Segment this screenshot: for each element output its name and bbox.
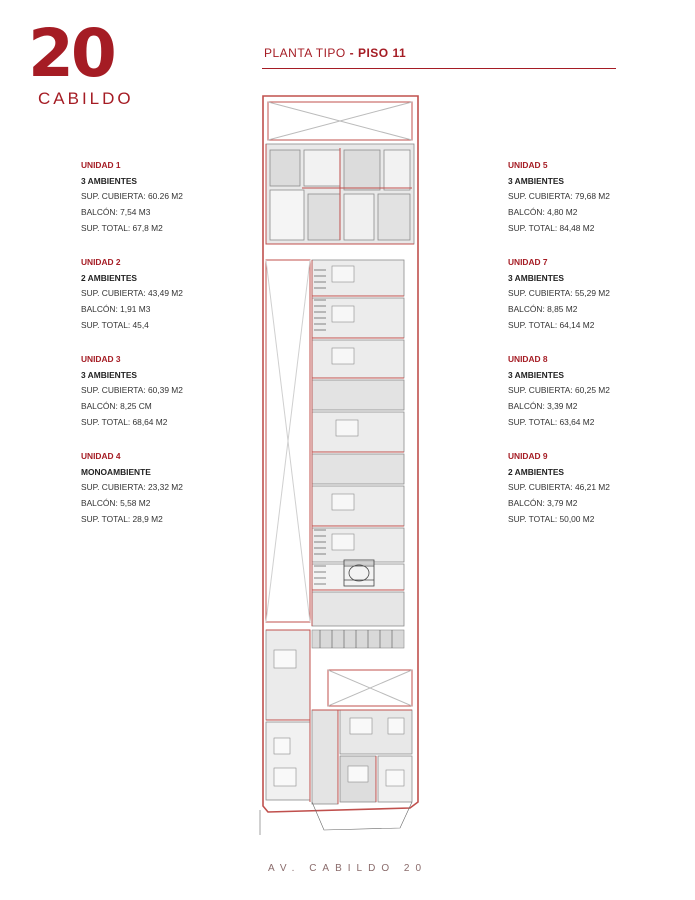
plan-title-floor: PISO 11 (357, 46, 407, 60)
unit-cubierta: SUP. CUBIERTA: 79,68 M2 (508, 191, 610, 202)
unit-card (81, 158, 183, 237)
brand-number: 20 (28, 15, 114, 92)
unit-type: 3 AMBIENTES (81, 175, 137, 186)
unit-cubierta: SUP. CUBIERTA: 46,21 M2 (508, 482, 610, 493)
unit-balcon: BALCÓN: 3,79 M2 (508, 498, 578, 509)
unit-type: 3 AMBIENTES (508, 272, 564, 283)
unit-type: 2 AMBIENTES (508, 466, 564, 477)
unit-name: UNIDAD 2 (81, 257, 121, 267)
unit-total: SUP. TOTAL: 45,4 (81, 319, 149, 330)
unit-balcon: BALCÓN: 8,25 CM (81, 401, 152, 412)
unit-cubierta: SUP. CUBIERTA: 60.26 M2 (81, 191, 183, 202)
unit-cubierta: SUP. CUBIERTA: 60,25 M2 (508, 385, 610, 396)
unit-name: UNIDAD 5 (508, 160, 548, 170)
unit-cubierta: SUP. CUBIERTA: 23,32 M2 (81, 482, 183, 493)
unit-total: SUP. TOTAL: 63,64 M2 (508, 416, 595, 427)
title-rule (262, 68, 616, 69)
unit-type: MONOAMBIENTE (81, 466, 151, 477)
unit-name: UNIDAD 4 (81, 451, 121, 461)
floor-plan (240, 90, 430, 840)
unit-balcon: BALCÓN: 7,54 M3 (81, 207, 151, 218)
unit-cubierta: SUP. CUBIERTA: 60,39 M2 (81, 385, 183, 396)
unit-card (81, 255, 183, 334)
brand-word: CABILDO (38, 89, 134, 108)
unit-block-middle (312, 260, 404, 626)
unit-card (508, 158, 610, 237)
unit-balcon: BALCÓN: 5,58 M2 (81, 498, 151, 509)
corridor-strip (312, 630, 404, 648)
footer-address: AV. CABILDO 20 (267, 863, 428, 874)
unit-name: UNIDAD 9 (508, 451, 548, 461)
unit-type: 3 AMBIENTES (81, 369, 137, 380)
unit-total: SUP. TOTAL: 68,64 M2 (81, 416, 168, 427)
plan-title-prefix: PLANTA TIPO (264, 46, 346, 60)
unit-type: 3 AMBIENTES (508, 175, 564, 186)
unit-cubierta: SUP. CUBIERTA: 43,49 M2 (81, 288, 183, 299)
unit-card (508, 255, 610, 334)
unit-total: SUP. TOTAL: 28,9 M2 (81, 513, 163, 524)
unit-balcon: BALCÓN: 3,39 M2 (508, 401, 578, 412)
unit-cubierta: SUP. CUBIERTA: 55,29 M2 (508, 288, 610, 299)
unit-total: SUP. TOTAL: 64,14 M2 (508, 319, 595, 330)
unit-name: UNIDAD 3 (81, 354, 121, 364)
unit-card (508, 449, 610, 528)
unit-card (508, 352, 610, 431)
unit-balcon: BALCÓN: 4,80 M2 (508, 207, 578, 218)
unit-card (81, 449, 183, 528)
unit-total: SUP. TOTAL: 84,48 M2 (508, 222, 595, 233)
unit-name: UNIDAD 1 (81, 160, 121, 170)
unit-card (81, 352, 183, 431)
unit-balcon: BALCÓN: 8,85 M2 (508, 304, 578, 315)
unit-type: 2 AMBIENTES (81, 272, 137, 283)
plan-title-separator: - (349, 46, 355, 60)
unit-total: SUP. TOTAL: 67,8 M2 (81, 222, 163, 233)
unit-total: SUP. TOTAL: 50,00 M2 (508, 513, 595, 524)
unit-type: 3 AMBIENTES (508, 369, 564, 380)
unit-balcon: BALCÓN: 1,91 M3 (81, 304, 151, 315)
plan-title (264, 46, 406, 60)
unit-name: UNIDAD 7 (508, 257, 548, 267)
unit-name: UNIDAD 8 (508, 354, 548, 364)
